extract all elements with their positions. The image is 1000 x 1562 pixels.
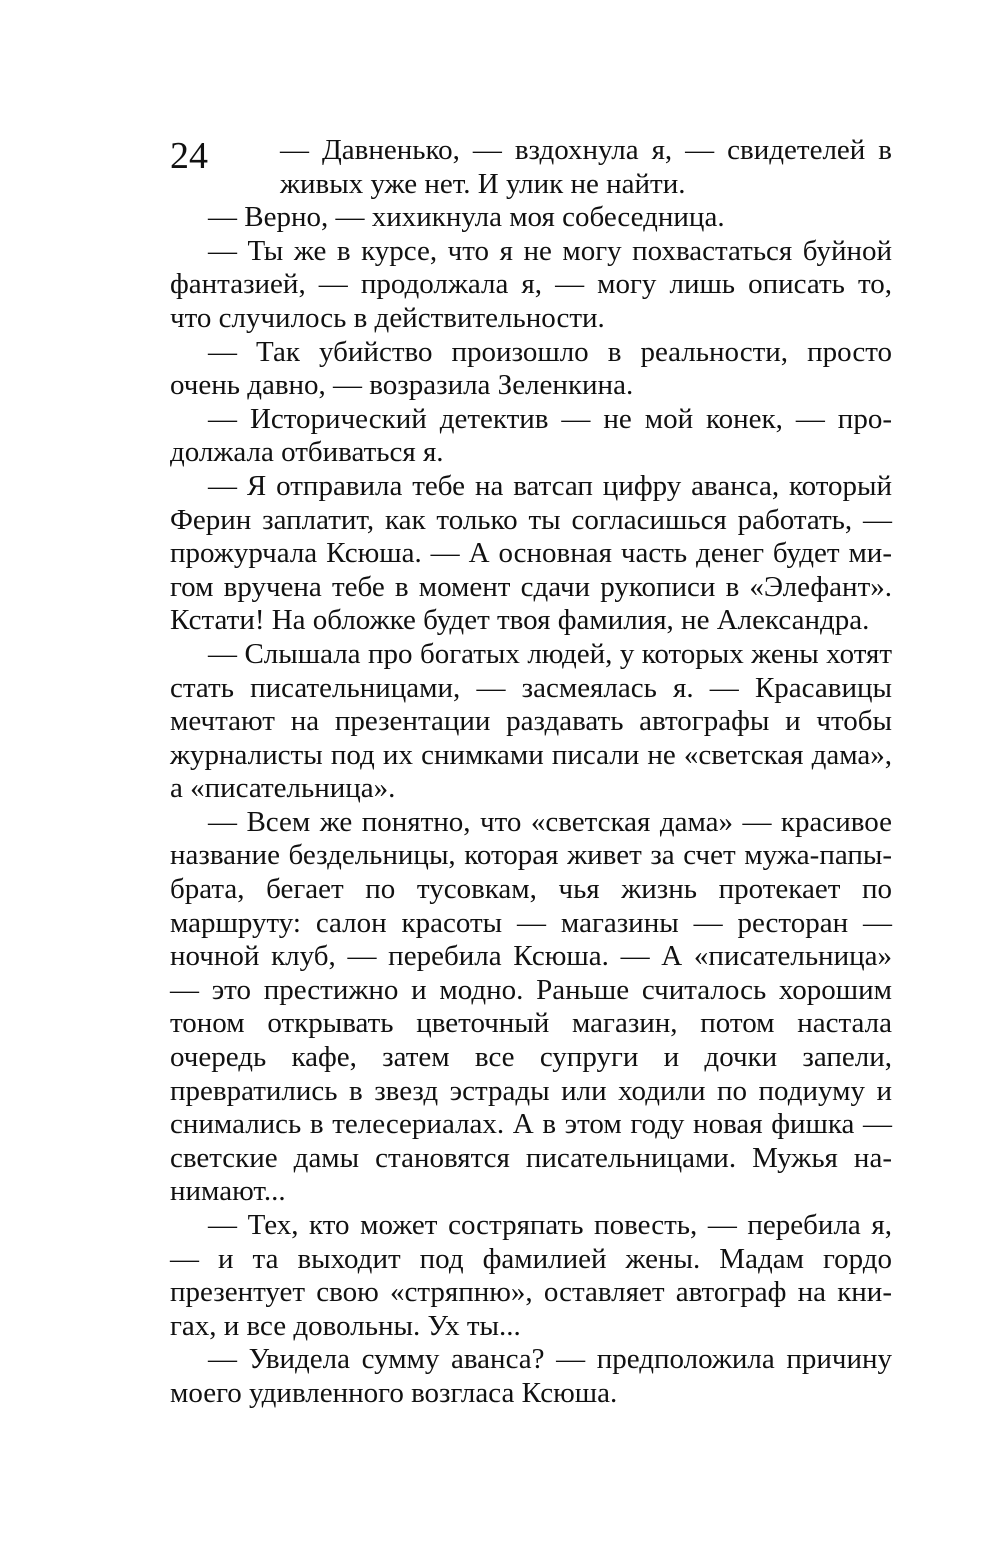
paragraph: — Так убийство произошло в реальности, просто очень давно, — возразила Зеленкина.	[170, 335, 892, 402]
paragraph: — Слышала про богатых людей, у которых жены хотят стать писательницами, — засмеялась я. — Красавицы мечтают на презентации раздавать автографы и чтобы журналисты под их снимками писали не «светская дама», а «писательница».	[170, 637, 892, 805]
paragraph: — Всем же понятно, что «светская дама» — красивое название бездельницы, которая живет за счет мужа-папы-брата, бегает по тусовкам, чья жизнь протекает по маршруту: салон красоты — магазины — ресторан — ночной клуб, — перебила Ксюша. — А «писательница» — это престижно и модно. Раньше считалось хорошим тоном открывать цветочный магазин, потом настала очередь кафе, затем все супруги и дочки запели, превратились в звезд эстрады или ходили по подиуму и снимались в телесериалах. А в этом году новая фишка — светские дамы становятся писательницами. Мужья нанимают...	[170, 805, 892, 1208]
paragraph: — Увидела сумму аванса? — предположила причину моего удивленного возгласа Ксюша.	[170, 1343, 892, 1409]
paragraph: — Ты же в курсе, что я не могу похвастаться буйной фантазией, — продолжала я, — могу лишь описать то, что случилось в действительности.	[170, 234, 892, 334]
paragraph: — Я отправила тебе на ватсап цифру аванса, который Ферин заплатит, как только ты согласишься работать, — прожурчала Ксюша. — А основная часть денег будет мигом вручена тебе в момент сдачи рукописи в «Элефант». Кстати! На обложке будет твоя фамилия, не Александра.	[170, 469, 892, 637]
page-number: 24	[170, 135, 208, 177]
paragraph: — Исторический детектив — не мой конек, — продолжала отбиваться я.	[170, 402, 892, 469]
paragraph: — Давненько, — вздохнула я, — свидетелей в живых уже нет. И улик не найти.	[280, 134, 892, 200]
paragraph: — Верно, — хихикнула моя собеседница.	[208, 201, 725, 234]
paragraph: — Тех, кто может состряпать повесть, — перебила я, — и та выходит под фамилией жены. Мадам гордо презентует свою «стряпню», оставляет автограф на книгах, и все довольны. Ух ты...	[170, 1209, 892, 1342]
body-text	[170, 134, 892, 1411]
